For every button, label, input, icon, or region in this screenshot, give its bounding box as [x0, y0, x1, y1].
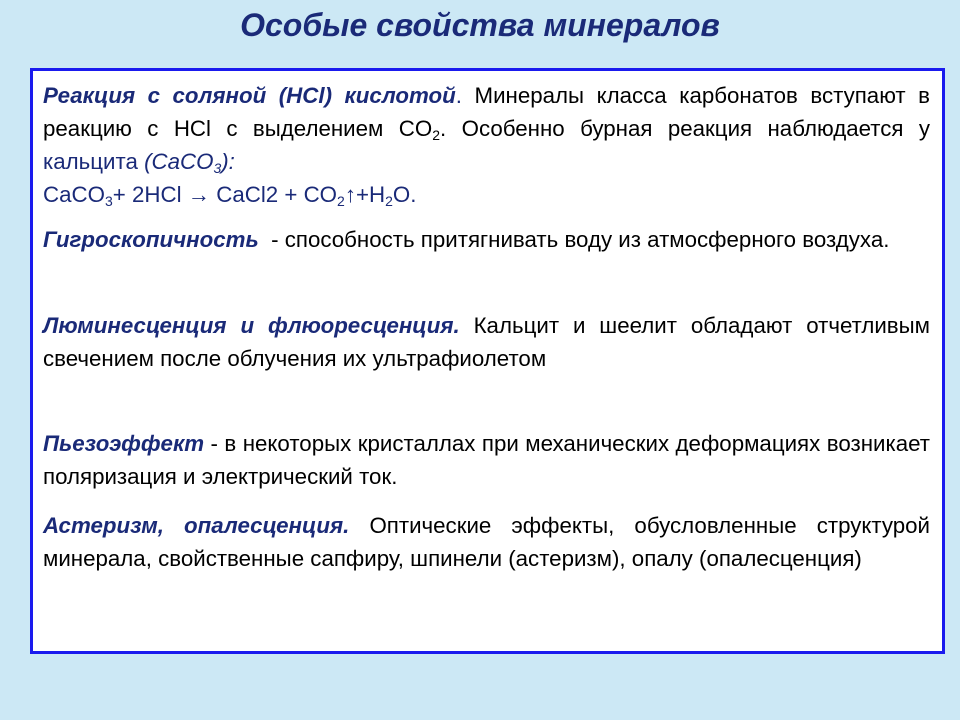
section-asterism: [43, 509, 930, 575]
section-piezoeffect: [43, 427, 930, 509]
mineral-calcite: кальцита: [43, 149, 138, 174]
section-luminescence: [43, 309, 930, 427]
equation-part-d: O.: [392, 182, 417, 207]
content-box: [30, 68, 945, 654]
equation-part-c: ↑+H: [344, 182, 386, 207]
section-hcl-reaction: [43, 79, 930, 223]
calcite-formula-sub: 3: [213, 160, 222, 176]
term-asterism: Астеризм, опалесценция.: [43, 513, 350, 538]
hcl-text-1: Минералы класса карбонатов вступают в реакцию с HCl с выделением CO: [43, 83, 930, 141]
equation-part-b: + 2HCl → CaCl2 + CO: [112, 182, 338, 207]
hcl-text-1-end: . Особенно бурная реакция наблюдается у: [440, 116, 931, 141]
term-hygroscopicity: Гигроскопичность: [43, 227, 259, 252]
term-hcl-reaction: Реакция с соляной (HCl) кислотой: [43, 83, 456, 108]
piezoeffect-text: - в некоторых кристаллах при механических деформациях возникает поляризация и электрический ток.: [43, 431, 930, 489]
hygroscopicity-text: - способность притягнивать воду из атмосферного воздуха.: [258, 227, 890, 252]
slide-title: Особые свойства минералов: [240, 7, 720, 43]
term-piezoeffect: Пьезоэффект: [43, 431, 205, 456]
calcite-formula-open: (CaCO: [137, 149, 214, 174]
hcl-text-1-sub: 2: [432, 127, 441, 143]
section-hygroscopicity: [43, 223, 930, 309]
term-hcl-punct: .: [455, 83, 462, 108]
equation-part-a: CaCO: [43, 182, 105, 207]
equation-sub-b: 2: [337, 193, 345, 209]
calcite-formula-close: ):: [221, 149, 235, 174]
term-luminescence: Люминесценция и флюоресценция.: [43, 313, 460, 338]
equation-sub-c: 2: [385, 193, 393, 209]
luminescence-text: Кальцит и шеелит обладают отчетливым свечением после облучения их ультрафиолетом: [43, 313, 930, 371]
asterism-text: Оптические эффекты, обусловленные структурой минерала, свойственные сапфиру, шпинели (астеризм), опалу (опалесценция): [43, 513, 931, 571]
equation-sub-a: 3: [104, 193, 113, 209]
